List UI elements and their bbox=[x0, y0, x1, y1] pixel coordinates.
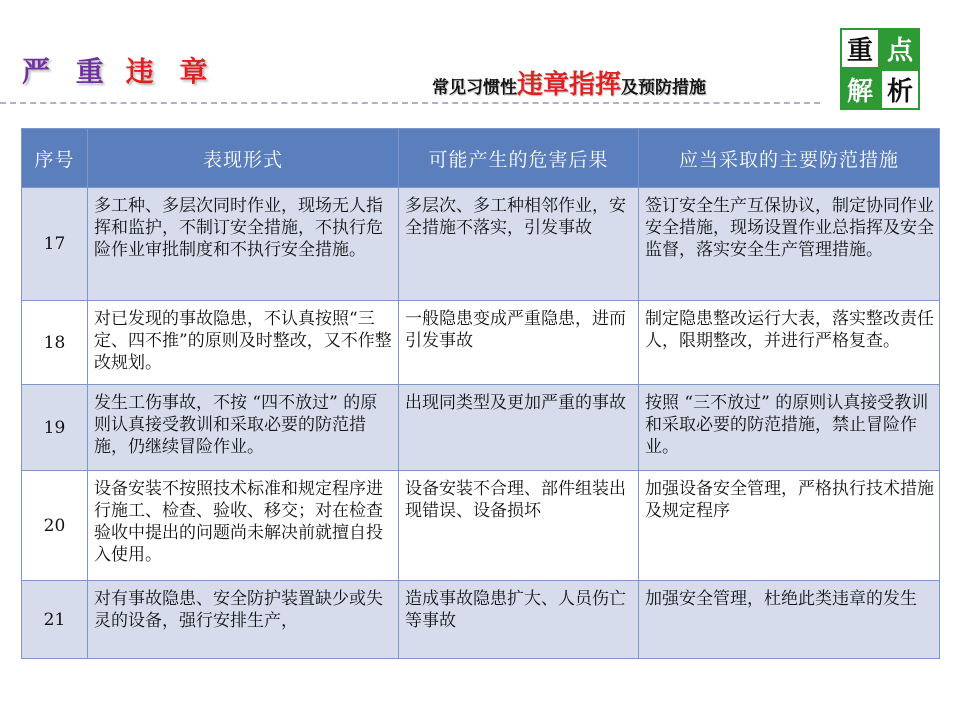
row-harm: 一般隐患变成严重隐患，进而引发事故 bbox=[399, 301, 639, 385]
subtitle-emphasis: 违章指挥 bbox=[517, 70, 622, 100]
row-measure: 签订安全生产互保协议，制定协同作业安全措施，现场设置作业总指挥及安全监督，落实安全生产管理措施。 bbox=[639, 188, 940, 301]
violation-table bbox=[21, 128, 940, 659]
row-harm: 设备安装不合理、部件组装出现错误、设备损坏 bbox=[399, 471, 639, 581]
table-header-row bbox=[22, 129, 940, 188]
row-form: 多工种、多层次同时作业，现场无人指挥和监护，不制订安全措施，不执行危险作业审批制度和不执行安全措施。 bbox=[88, 188, 399, 301]
row-index: 17 bbox=[22, 188, 88, 301]
badge-char-3: 解 bbox=[840, 69, 880, 110]
row-measure: 制定隐患整改运行大表，落实整改责任人，限期整改，并进行严格复查。 bbox=[639, 301, 940, 385]
section-title bbox=[22, 50, 216, 90]
subtitle-prefix: 常见习惯性 bbox=[432, 78, 517, 98]
table-row bbox=[22, 188, 940, 301]
table-row bbox=[22, 581, 940, 659]
row-index: 19 bbox=[22, 385, 88, 471]
row-index: 21 bbox=[22, 581, 88, 659]
row-index: 18 bbox=[22, 301, 88, 385]
row-form: 设备安装不按照技术标准和规定程序进行施工、检查、验收、移交；对在检查验收中提出的问题尚未解决前就擅自投入使用。 bbox=[88, 471, 399, 581]
row-index: 20 bbox=[22, 471, 88, 581]
key-analysis-badge bbox=[840, 28, 920, 107]
table-row bbox=[22, 385, 940, 471]
row-measure: 按照 “三不放过” 的原则认真接受教训和采取必要的防范措施，禁止冒险作业。 bbox=[639, 385, 940, 471]
row-form: 对已发现的事故隐患，不认真按照“三定、四不推”的原则及时整改，又不作整改规划。 bbox=[88, 301, 399, 385]
table-row bbox=[22, 471, 940, 581]
badge-char-2: 点 bbox=[880, 28, 920, 69]
row-measure: 加强安全管理，杜绝此类违章的发生 bbox=[639, 581, 940, 659]
section-title-part1: 严 重 bbox=[22, 55, 112, 88]
row-measure: 加强设备安全管理，严格执行技术措施及规定程序 bbox=[639, 471, 940, 581]
page-subtitle bbox=[432, 64, 706, 101]
row-harm: 出现同类型及更加严重的事故 bbox=[399, 385, 639, 471]
row-harm: 多层次、多工种相邻作业，安全措施不落实，引发事故 bbox=[399, 188, 639, 301]
section-title-part2: 违 章 bbox=[125, 55, 216, 88]
row-harm: 造成事故隐患扩大、人员伤亡等事故 bbox=[399, 581, 639, 659]
row-form: 发生工伤事故，不按 “四不放过” 的原则认真接受教训和采取必要的防范措施，仍继续冒险作业。 bbox=[88, 385, 399, 471]
row-form: 对有事故隐患、安全防护装置缺少或失灵的设备，强行安排生产， bbox=[88, 581, 399, 659]
header-index: 序号 bbox=[22, 129, 88, 188]
header-harm: 可能产生的危害后果 bbox=[399, 129, 639, 188]
header-form: 表现形式 bbox=[88, 129, 399, 188]
header-measure: 应当采取的主要防范措施 bbox=[639, 129, 940, 188]
badge-char-1: 重 bbox=[840, 28, 880, 69]
subtitle-suffix: 及预防措施 bbox=[621, 78, 707, 98]
badge-char-4: 析 bbox=[880, 69, 920, 110]
table-row bbox=[22, 301, 940, 385]
header-divider bbox=[0, 102, 820, 104]
